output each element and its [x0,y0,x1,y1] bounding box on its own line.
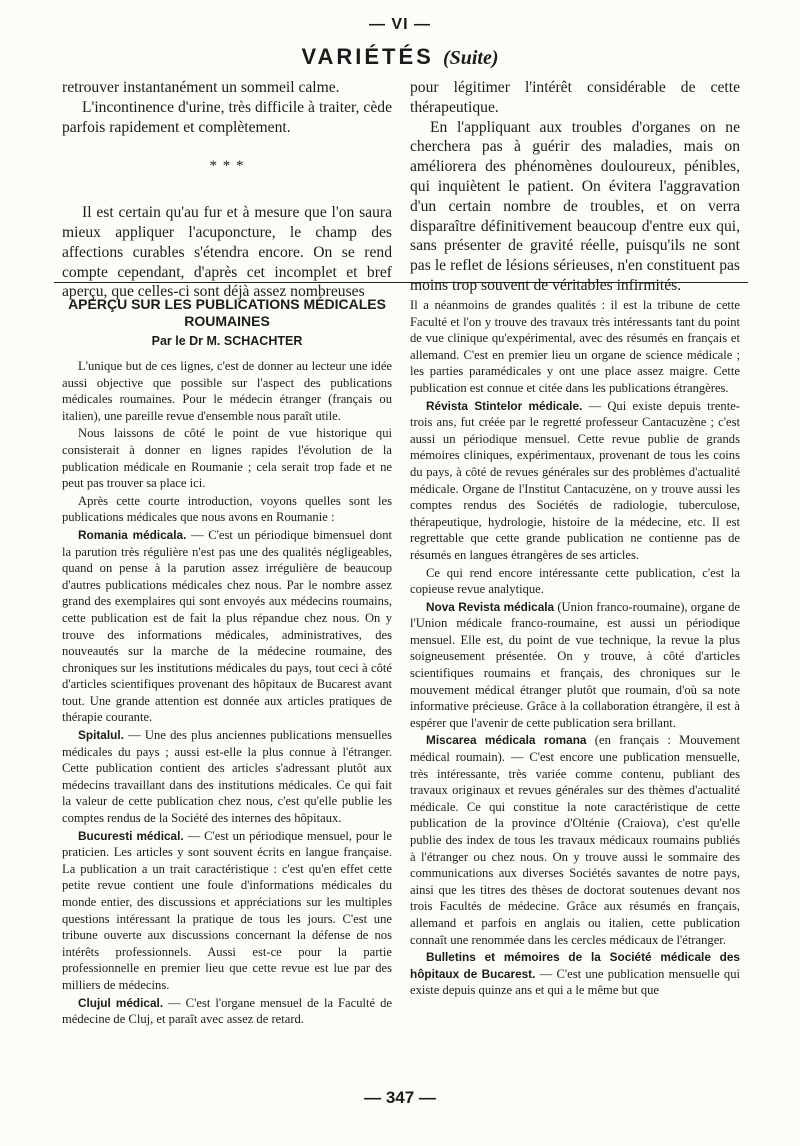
section-title: VARIÉTÉS [301,44,434,69]
journal-entry [410,949,740,999]
journal-name: Révista Stintelor médicale. [426,398,583,413]
journal-name: Bulletins et mémoires de la Société médicale des hôpitaux de Bucarest. [410,950,740,981]
journal-description: — Qui existe depuis trente-trois ans, fut créée par le regretté professeur Cantacuzène ; c'est aussi un périodique mensuel. Cette revue publie de grands mémoires cliniques, expérimentaux, provenant de tous les coins du pays, à côté de revues générales sur des problèmes d'actualité médicale. Organe de l'Institut Cantacuzène, on y trouve aussi les comptes rendus des Sociétés de radiologie, tuberculose, thérapeutique, hydrologie, histoire de la médecine, etc. Il est regrettable que cette grande publication ne contienne pas de résumés en langues étrangères de ses articles. [410,398,740,562]
journal-entry [62,828,392,994]
journal-description: — C'est l'organe mensuel de la Faculté de médecine de Cluj, et paraît avec assez de retard. [62,995,392,1027]
journal-description: (en français : Mouvement médical roumain). — C'est encore une publication mensuelle, très intéressante, très variée comme contenu, publiant des travaux originaux et revues générales sur des thèmes d'actualité médicale. Ce qui constitue la note caractéristique de cette publication de la province d'Olténie (Craiova), c'est qu'elle publie des index de tous les travaux médicaux roumains publiés à l'étranger ou chez nous. On y trouve aussi le sommaire des communications aux diverses Sociétés savantes de notre pays, ainsi que les titres des thèses de doctorat soutenues devant nos trois Facultés de médecine. Grâce aux résumés en français, allemand et parfois en anglais ou italien, cette publication connaît une renommée dans les cercles médicaux de l'étranger. [410,733,740,947]
section-subtitle: (Suite) [442,47,499,69]
article-left-column [62,358,392,1029]
journal-description: — C'est un périodique bimensuel dont la parution très régulière n'est pas une des qualités négligeables, quand on pense à la parution assez irrégulière de beaucoup d'autres publications médicales chez nous. Par le nombre assez grand des exemplaires qui sont envoyés aux médecins roumains, cette publication est de fait la plus répandue chez nous. On y trouve des informations médicales, administratives, des nouveautés sur la marche de la médecine roumaine, des chroniques sur les institutions médicales du pays, tout ceci à côté d'articles scientifiques provenant des hôpitaux de Bucarest avant tout. Une grande attention est donnée aux articles pratiques de thérapie courante. [62,527,392,725]
journal-description: — Une des plus anciennes publications mensuelles médicales du pays ; aussi est-elle la plus connue à l'étranger. Cette publication contient des articles s'adressant plutôt aux médecins travaillant dans des institutions médicales. Ce qui fait la valeur de cette publication chez nous, c'est qu'elle publie les comptes rendus de la Société des internes des hôpitaux. [62,728,392,826]
journal-entry [410,599,740,732]
journal-name: Miscarea médicala romana [426,733,587,748]
page-number: — 347 — [364,1088,436,1107]
paragraph: pour légitimer l'intérêt considérable de cette thérapeutique. [410,79,740,116]
paragraph: Après cette courte introduction, voyons quelles sont les publications médicales que nous avons en Roumanie : [62,493,392,525]
running-title [0,44,800,70]
journal-name: Nova Revista médicala [426,599,555,614]
paragraph-continued: Il a néanmoins de grandes qualités : il est la tribune de cette Faculté et l'on y trouve des travaux très intéressants tant du point de vue clinique qu'expérimental, avec des résumés en français et allemand. C'est en premier lieu un organe de science médicale ; les parties paramédicales y ont une place assez maigre. Cette publication est connue et citée dans les publications étrangères. [410,298,740,395]
paragraph: Ce qui rend encore intéressante cette publication, c'est la copieuse revue analytique. [410,565,740,597]
journal-description: — C'est un périodique mensuel, pour le praticien. Les articles y sont souvent écrits en langue française. La publication a un trait caractéristique : c'est qu'en effet cette petite revue contient une foule d'informations médicales du monde entier, des discussions et appréciations sur les multiples questions intéressant la pratique de tous les jours. C'est une tribune ouverte aux discussions concernant la défense de nos intérêts professionnels. Aussi est-ce pour la partie professionnelle en premier lieu que cette revue est lue par des milliers de médecins. [62,828,393,992]
paragraph: L'unique but de ces lignes, c'est de donner au lecteur une idée aussi objective que possible sur l'aspect des publications médicales roumaines. Pour le médecin étranger (français ou italien), une pareille revue d'ensemble nous paraît utile. [62,359,392,423]
journal-name: Romania médicala. [78,527,187,542]
previous-article-right-column [410,78,740,296]
journal-entry [62,995,392,1028]
asterism-separator: * * * [209,158,245,175]
paragraph: L'incontinence d'urine, très difficile à traiter, cède parfois rapidement et complètement. [62,98,392,136]
paragraph: Il est certain qu'au fur et à mesure que l'on saura mieux appliquer l'acuponcture, le champ des affections curables s'étendra encore. On se rend compte cependant, d'après cet incomplet et bref aperçu, que celles-ci sont déjà assez nombreuses [62,204,392,301]
roman-folio: — VI — [368,16,431,33]
paragraph: Nous laissons de côté le point de vue historique qui consisterait à donner en lignes rapides l'évolution de la publication médicale en Roumanie ; cela serait trop fade et ne peut pas trouver sa place ici. [62,426,392,491]
article-title: APERÇU SUR LES PUBLICATIONS MÉDICALES ROUMAINES [68,296,386,329]
journal-entry [410,732,740,948]
journal-description: (Union franco-roumaine), organe de l'Union médicale franco-roumaine, est aussi un périodique mensuel. Elle est, du point de vue technique, la revue la plus soigneusement présentée. On y trouve, à côté d'articles scientifiques roumains et français, des chroniques sur le mouvement médical étranger plutôt que roumain, d'où sa note informative précieuse. Grâce à la collaboration étrangère, il est à espérer que l'avenir de cette publication sera brillant. [410,599,740,730]
journal-name: Spitalul. [78,728,124,743]
article-right-column [410,297,740,1000]
journal-name: Bucuresti médical. [78,828,184,843]
paragraph: retrouver instantanément un sommeil calme. [62,79,340,96]
article-byline: Par le Dr M. SCHACHTER [151,334,303,348]
journal-entry [410,398,740,564]
journal-description: — C'est une publication mensuelle qui existe depuis quinze ans et qui a le même but que [410,966,740,998]
previous-article-left-column [62,78,392,302]
journal-entry [62,727,392,827]
paragraph: En l'appliquant aux troubles d'organes on ne cherchera pas à guérir des maladies, mais on améliorera des phénomènes douloureux, pénibles, qui inquiètent le patient. On évitera l'aggravation d'un certain nombre de troubles, et on verra disparaître définitivement beaucoup d'entre eux qui, sans présenter de gravité réelle, puisqu'ils ne sont pas le reflet de lésions sérieuses, n'en constituent pas moins trop souvent de véritables infirmités. [410,118,740,294]
journal-name: Clujul médical. [78,995,164,1010]
section-divider [54,282,748,283]
journal-entry [62,527,392,726]
